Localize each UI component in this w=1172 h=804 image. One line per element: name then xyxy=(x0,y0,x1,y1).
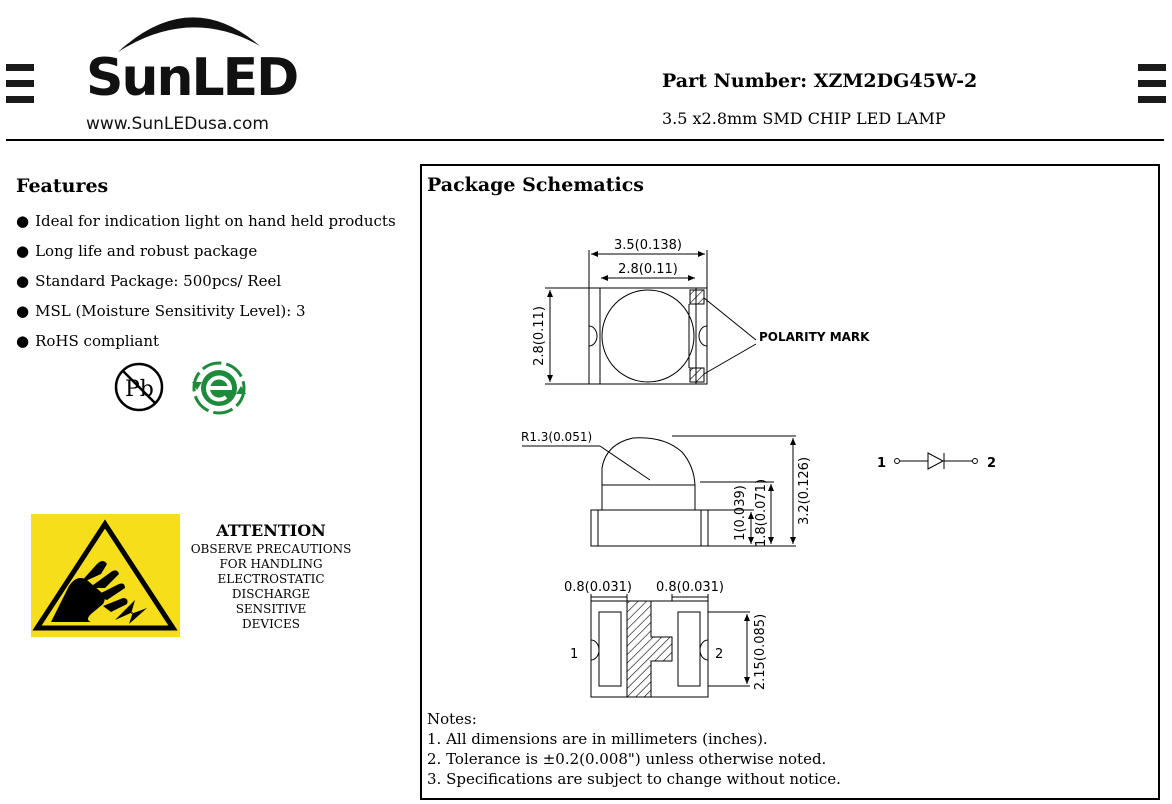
dim-top-height: 2.8(0.11) xyxy=(532,306,547,366)
dim-pad-right: 0.8(0.031) xyxy=(655,580,725,595)
circuit-pin-1: 1 xyxy=(877,456,887,471)
attention-text: OBSERVE PRECAUTIONS FOR HANDLING ELECTROSTATIC DISCHARGE SENSITIVE DEVICES xyxy=(190,542,352,631)
package-title: Package Schematics xyxy=(427,174,644,196)
bottom-view xyxy=(591,594,750,697)
dim-pad-height: 2.15(0.085) xyxy=(753,613,768,691)
dim-height-2: 3.2(0.126) xyxy=(797,456,812,526)
feature-item: ● Long life and robust package xyxy=(16,242,258,260)
pin-2-label: 2 xyxy=(715,647,724,662)
dim-radius: R1.3(0.051) xyxy=(521,430,593,444)
part-description: 3.5 x2.8mm SMD CHIP LED LAMP xyxy=(662,109,946,128)
diode-symbol-icon xyxy=(895,453,978,469)
polarity-mark-label: POLARITY MARK xyxy=(759,330,870,344)
notes-title: Notes: xyxy=(427,710,477,728)
features-title: Features xyxy=(16,175,109,197)
note-item: 1. All dimensions are in millimeters (inches). xyxy=(427,730,768,748)
pin-1-label: 1 xyxy=(570,647,579,662)
dim-pad-left: 0.8(0.031) xyxy=(563,580,633,595)
circuit-pin-2: 2 xyxy=(987,456,997,471)
feature-item: ● MSL (Moisture Sensitivity Level): 3 xyxy=(16,302,306,320)
svg-text:Pb: Pb xyxy=(125,377,154,402)
brand-name: SunLED xyxy=(86,48,298,108)
note-item: 3. Specifications are subject to change without notice. xyxy=(427,770,841,788)
dim-height-1: 1.8(0.071) xyxy=(754,478,769,548)
note-item: 2. Tolerance is ±0.2(0.008") unless otherwise noted. xyxy=(427,750,827,768)
notes xyxy=(427,709,841,789)
feature-item: ● RoHS compliant xyxy=(16,332,160,350)
attention-title: ATTENTION xyxy=(216,521,326,540)
dim-overall-width: 3.5(0.138) xyxy=(613,238,683,253)
part-number: Part Number: XZM2DG45W-2 xyxy=(662,70,978,92)
dim-lens-width: 2.8(0.11) xyxy=(618,262,678,277)
dim-body-height: 1(0.039) xyxy=(733,485,748,541)
feature-item: ● Ideal for indication light on hand held products xyxy=(16,212,396,230)
website-link[interactable]: www.SunLEDusa.com xyxy=(86,114,269,134)
feature-item: ● Standard Package: 500pcs/ Reel xyxy=(16,272,282,290)
